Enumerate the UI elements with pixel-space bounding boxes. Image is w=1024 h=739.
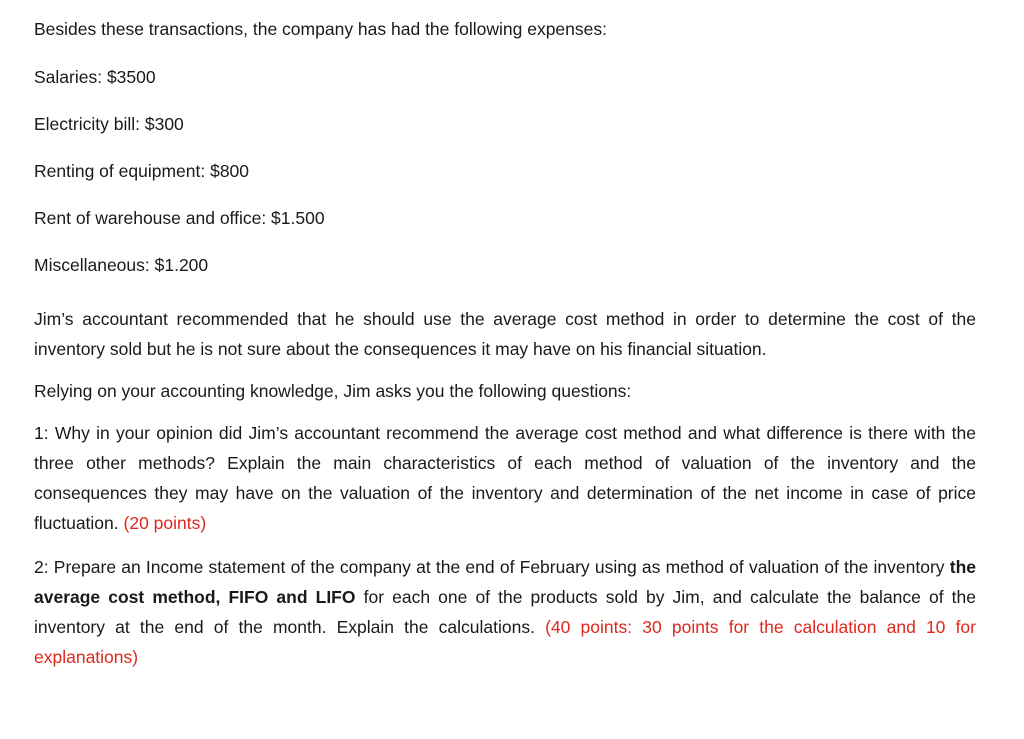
question-2-text-a: 2: Prepare an Income statement of the company at the end of February using as method of valuation of the inventory (34, 557, 950, 577)
expense-equipment-rental: Renting of equipment: $800 (34, 161, 250, 181)
intro-line: Besides these transactions, the company has had the following expenses: (34, 19, 607, 39)
expense-electricity: Electricity bill: $300 (34, 114, 184, 134)
question-1 (34, 418, 976, 538)
question-2-text-b: for each one of the products sold by Jim, and calculate the balance of the inventory at the end of the month. Explain the calculations. (34, 587, 977, 637)
expense-miscellaneous: Miscellaneous: $1.200 (34, 255, 209, 275)
accountant-recommendation-paragraph: Jim’s accountant recommended that he should use the average cost method in order to determine the cost of the inventory sold but he is not sure about the consequences it may have on his financial situation. (34, 309, 976, 359)
document-body (34, 18, 976, 672)
question-2-methods-bold: the average cost method, FIFO and LIFO (34, 557, 976, 607)
relying-line: Relying on your accounting knowledge, Jim asks you the following questions: (34, 381, 632, 401)
question-1-text: 1: Why in your opinion did Jim’s accountant recommend the average cost method and what difference is there with the three other methods? Explain the main characteristics of each method of valuation of the inventory and the consequences they may have on the valuation of the inventory and determination of the net income in case of price fluctuation. (34, 423, 976, 533)
question-2 (34, 552, 976, 672)
question-2-points: (40 points: 30 points for the calculation and 10 for explanations) (34, 617, 976, 667)
expense-warehouse-office-rent: Rent of warehouse and office: $1.500 (34, 208, 325, 228)
expense-salaries: Salaries: $3500 (34, 67, 156, 87)
question-1-points: (20 points) (123, 513, 207, 533)
